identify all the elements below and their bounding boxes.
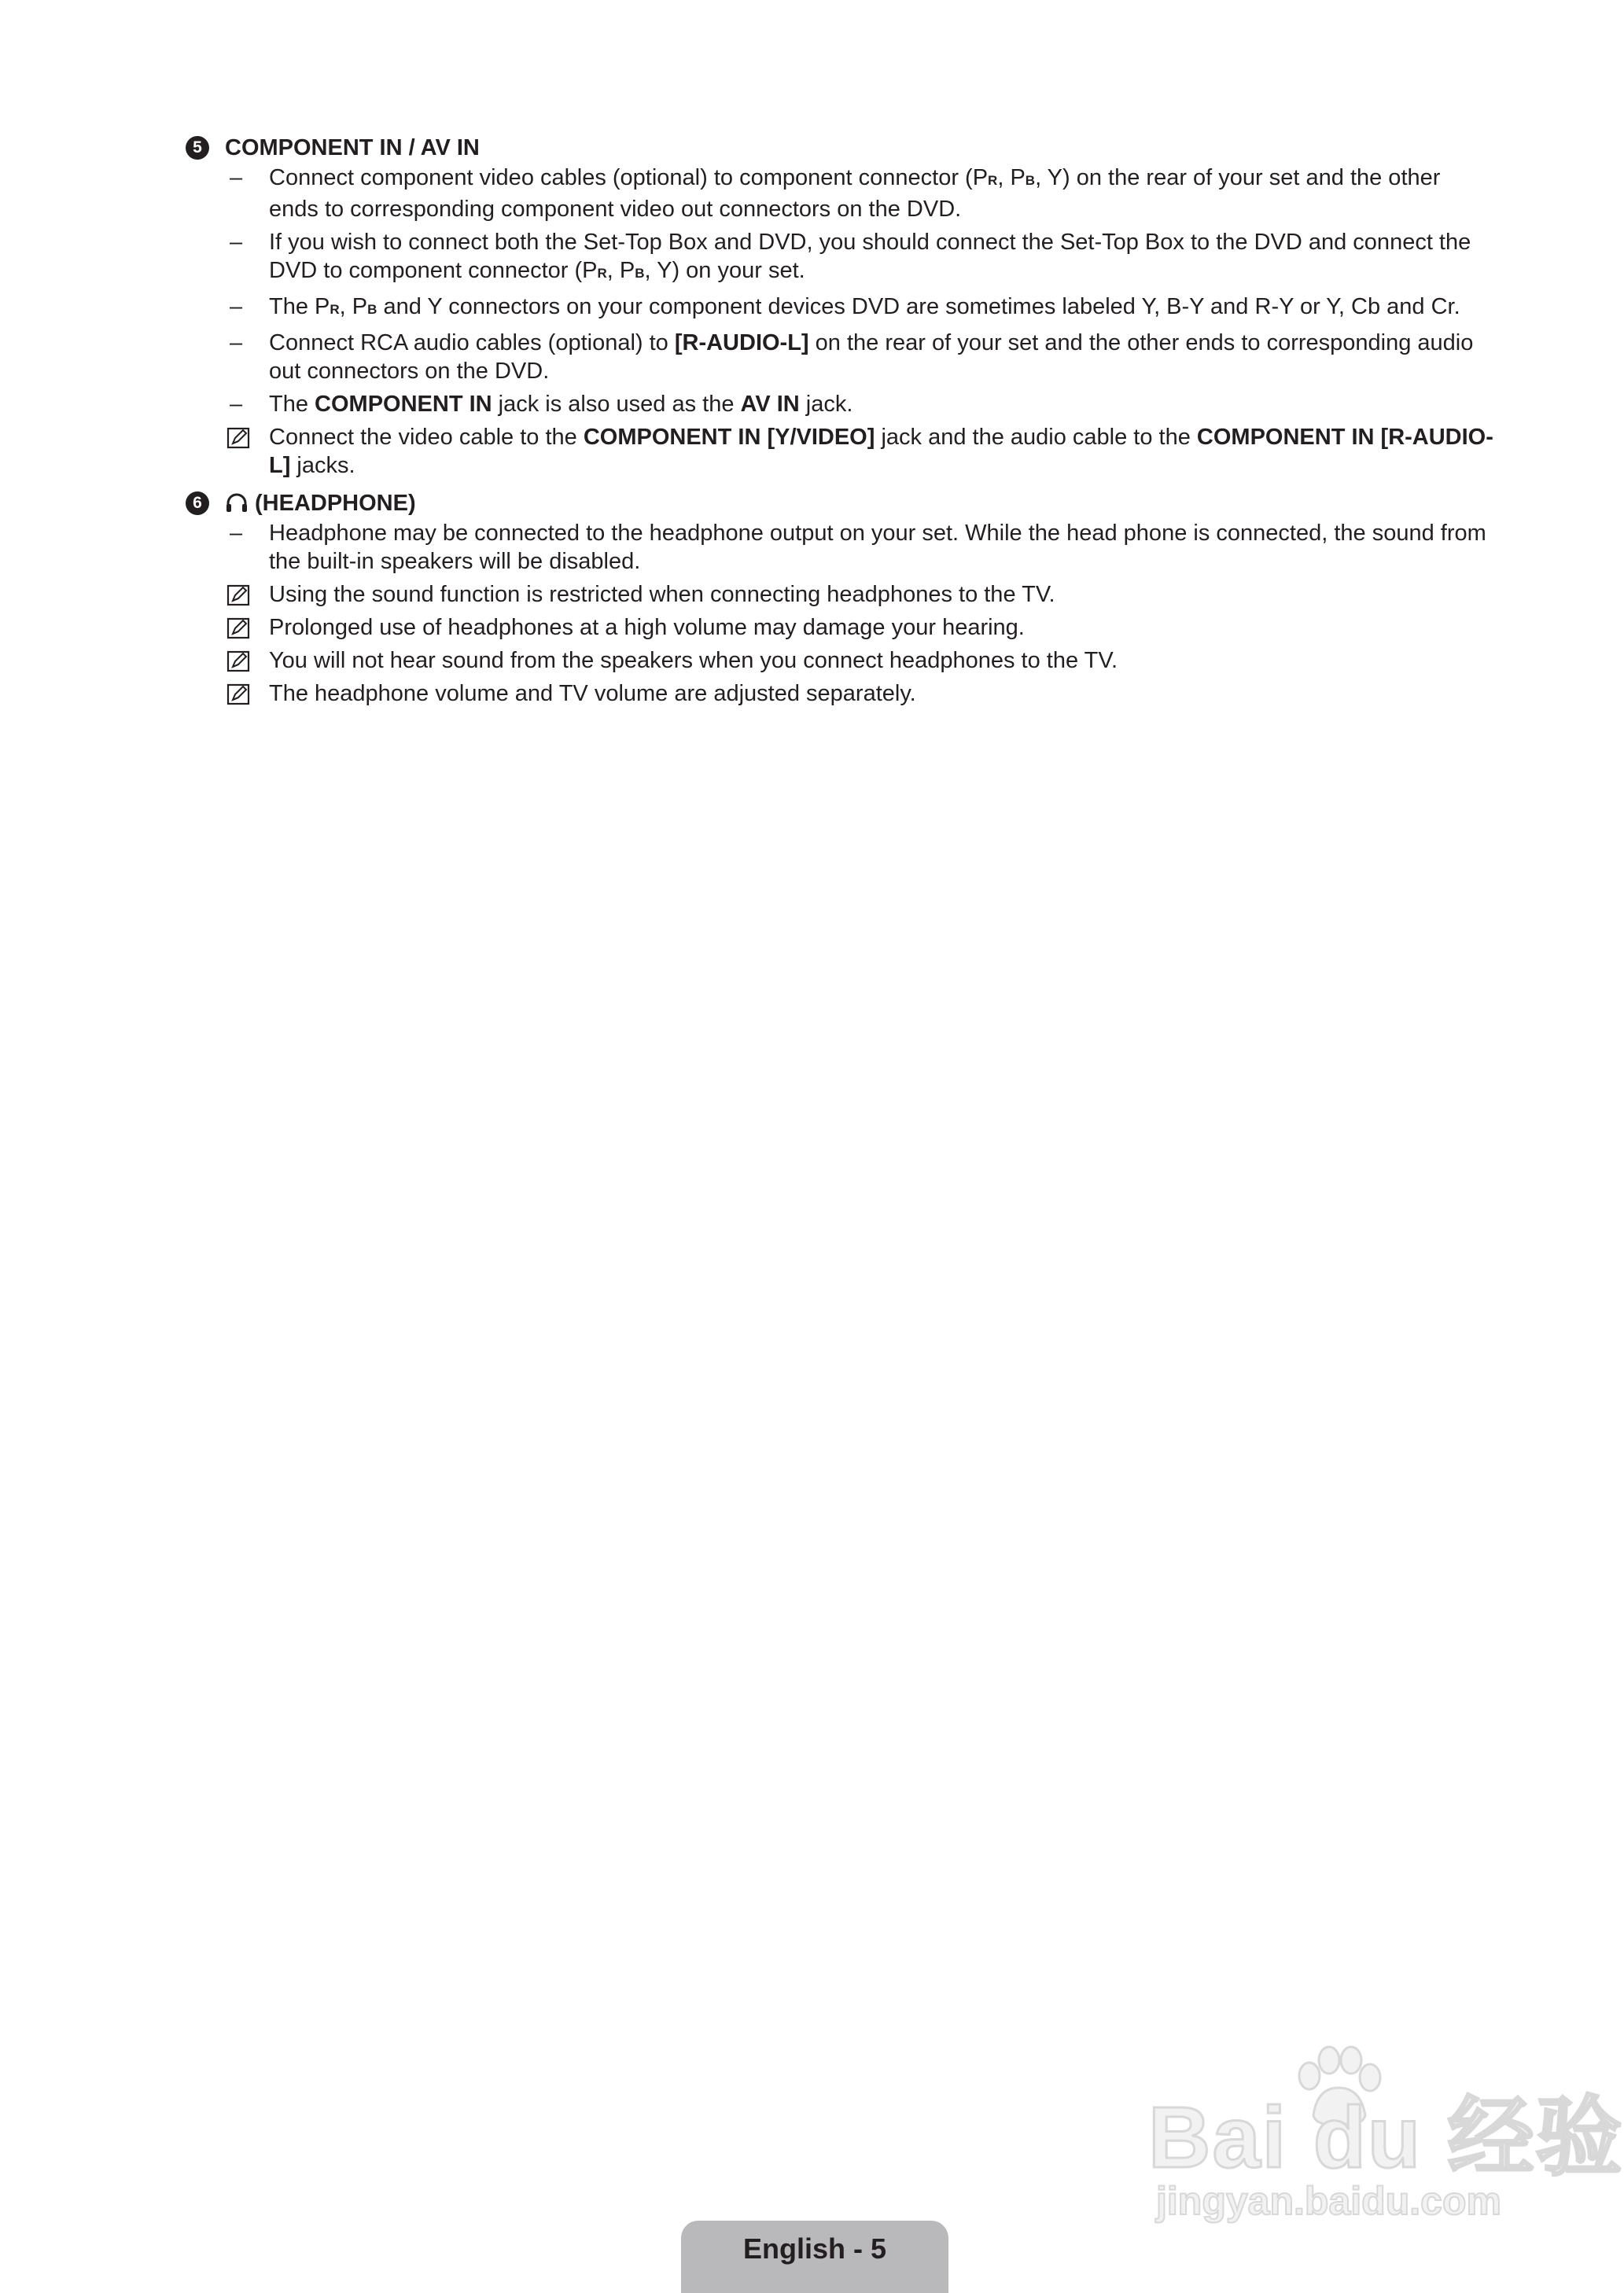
- section-number-badge: 6: [186, 491, 209, 515]
- item-text: If you wish to connect both the Set-Top Box and DVD, you should connect the Set-Top Box to the DVD and connect the DVD to component connector (P: [269, 230, 1471, 283]
- section-number-badge: 5: [186, 136, 209, 160]
- item-text: Using the sound function is restricted when connecting headphones to the TV.: [269, 582, 1055, 607]
- list-item: [186, 519, 1496, 576]
- item-text: on the rear of your set and the other ends to corresponding audio out connectors on the DVD.: [269, 330, 1474, 384]
- bold-text: COMPONENT IN: [315, 392, 492, 417]
- note-pencil-icon: [226, 427, 250, 456]
- item-text: The: [269, 392, 315, 417]
- item-text: Prolonged use of headphones at a high volume may damage your hearing.: [269, 615, 1025, 640]
- list-item: [186, 164, 1496, 223]
- section-title: COMPONENT IN / AV IN: [225, 135, 480, 160]
- item-text: Connect RCA audio cables (optional) to: [269, 330, 675, 355]
- note-pencil-icon: [226, 584, 250, 613]
- item-text: Headphone may be connected to the headphone output on your set. While the head phone is connected, the sound from the built-in speakers will be disabled.: [269, 521, 1486, 574]
- section-heading: [186, 132, 1491, 164]
- dash-marker: –: [230, 392, 243, 417]
- item-text: , P: [606, 258, 635, 283]
- bold-text: [R-AUDIO-L]: [674, 330, 809, 355]
- item-text: jack is also used as the: [492, 392, 741, 417]
- note-pencil-icon: [226, 683, 250, 712]
- bold-text: COMPONENT IN [R-AUDIO-L]: [269, 425, 1493, 478]
- item-text: R: [330, 302, 340, 317]
- watermark-url: jingyan.baidu.com: [1156, 2179, 1501, 2223]
- item-list: [186, 519, 1491, 708]
- item-text: R: [988, 173, 998, 188]
- note-pencil-icon: [226, 617, 250, 646]
- item-text: , Y) on your set.: [644, 258, 805, 283]
- note-item: [186, 646, 1496, 675]
- item-text: , P: [339, 294, 368, 319]
- section-heading: [186, 488, 1491, 519]
- item-list: [186, 164, 1491, 480]
- item-text: jack.: [799, 392, 853, 417]
- section-title: (HEADPHONE): [255, 491, 416, 516]
- dash-marker: –: [230, 521, 243, 546]
- item-text: The headphone volume and TV volume are adjusted separately.: [269, 681, 916, 706]
- item-text: The P: [269, 294, 330, 319]
- list-item: [186, 329, 1496, 385]
- item-text: You will not hear sound from the speakers when you connect headphones to the TV.: [269, 648, 1118, 673]
- list-item: [186, 293, 1496, 324]
- dash-marker: –: [230, 230, 243, 255]
- dash-marker: –: [230, 330, 243, 355]
- headphone-icon: [225, 491, 249, 522]
- note-item: [186, 613, 1496, 642]
- item-text: , Y) on the rear of your set and the other ends to corresponding component video out connectors on the DVD.: [269, 165, 1441, 222]
- item-text: jacks.: [290, 453, 355, 478]
- item-text: R: [597, 266, 607, 281]
- bold-text: AV IN: [740, 392, 800, 417]
- dash-marker: –: [230, 165, 243, 190]
- note-item: [186, 580, 1496, 609]
- item-text: and Y connectors on your component devices DVD are sometimes labeled Y, B-Y and R-Y or Y, Cb and Cr.: [377, 294, 1460, 319]
- list-item: [186, 390, 1496, 418]
- item-text: B: [1025, 173, 1036, 188]
- item-text: B: [367, 302, 377, 317]
- bold-text: COMPONENT IN [Y/VIDEO]: [583, 425, 875, 450]
- item-text: , P: [997, 165, 1026, 190]
- watermark-logo: Bai du 经验: [1148, 2089, 1624, 2186]
- item-text: Connect the video cable to the: [269, 425, 584, 450]
- note-pencil-icon: [226, 650, 250, 679]
- page-label: English - 5: [742, 2232, 887, 2265]
- list-item: [186, 228, 1496, 288]
- item-text: jack and the audio cable to the: [875, 425, 1197, 450]
- dash-marker: –: [230, 294, 243, 319]
- note-item: [186, 679, 1496, 708]
- manual-content: [186, 132, 1491, 716]
- section-0: [186, 132, 1491, 480]
- note-item: [186, 423, 1496, 480]
- item-text: B: [635, 266, 645, 281]
- section-1: [186, 488, 1491, 708]
- item-text: Connect component video cables (optional) to component connector (P: [269, 165, 989, 190]
- page-number-tab: [681, 2221, 948, 2293]
